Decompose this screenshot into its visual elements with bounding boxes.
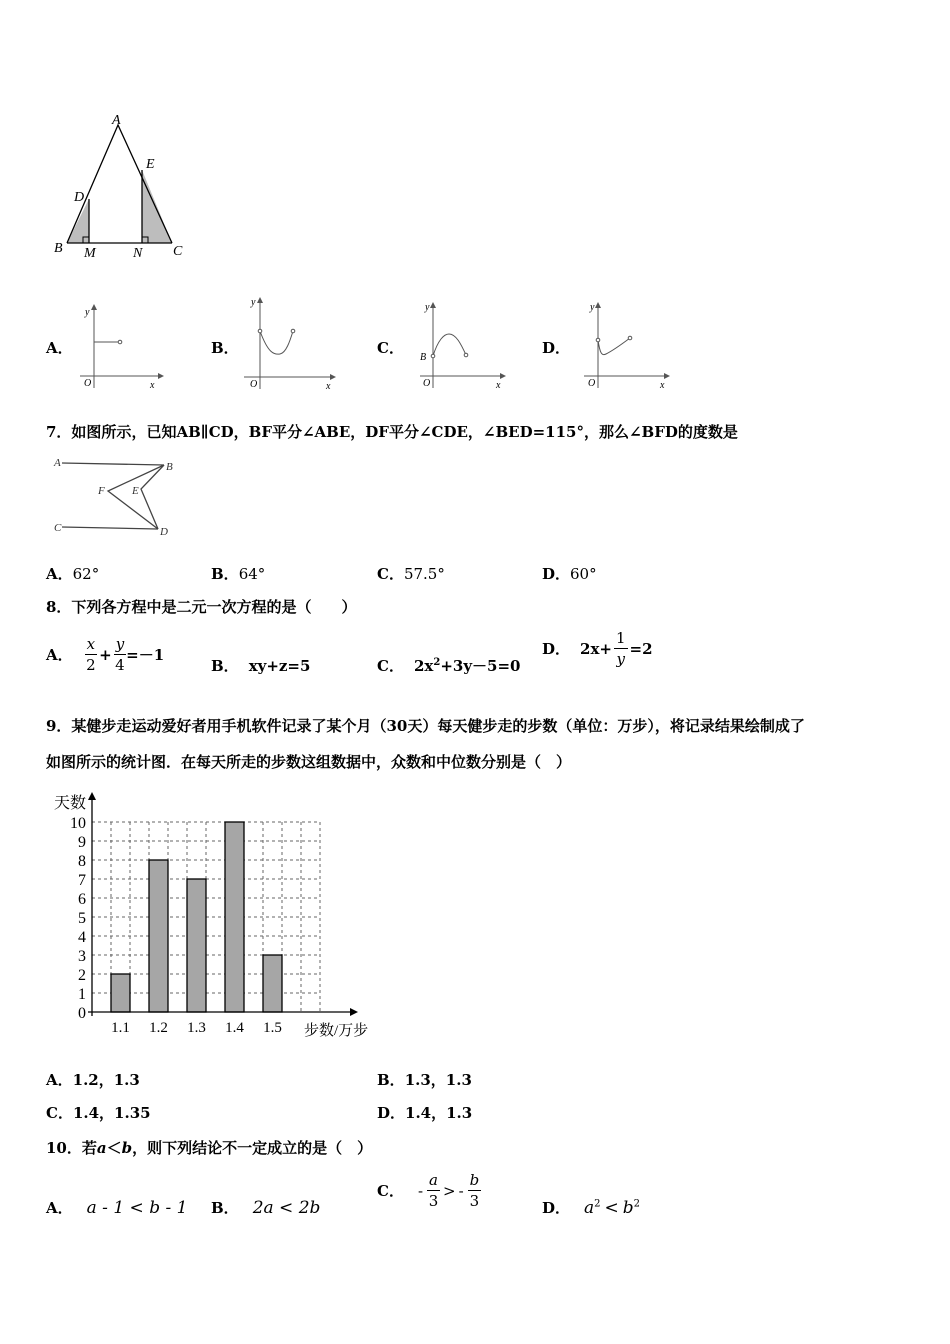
q8-option-d: D． 2x+ $\frac{1}{y}$ =2 [542,629,653,668]
q8-option-c: C． $2x^2+3y-5=0$ [377,657,521,675]
label-m: M [84,246,96,261]
q9-option-b: B．1.3，1.3 [377,1071,472,1089]
q10-option-b: B． 2a < 2b [211,1198,321,1218]
q8-option-b: B． xy+z=5 [211,657,311,675]
q6-d-x-label: x [660,380,665,391]
q6-b-origin-label: O [250,379,258,390]
q6-d-y-label: y [590,302,595,313]
bar-1.5 [263,955,282,1012]
q7-label-f: F [98,485,105,497]
q9-option-a: A．1.2，1.3 [46,1071,140,1089]
q6-c-origin-label: O [423,378,431,389]
q9-bar-chart [46,790,386,1045]
q7-option-b: B．64° [211,565,266,583]
x-tick-label: 1.3 [187,1020,206,1036]
q6-c-x-label: x [496,380,501,391]
q6-a-y-label: y [85,307,90,318]
q10-option-c: C． - $\frac{a}{3}$ > - $\frac{b}{3}$ [377,1171,480,1210]
q7-stem: 7．如图所示，已知AB∥CD，BF平分∠ABE，DF平分∠CDE，∠BED=115°，那么∠BFD的度数是 [46,423,738,441]
q7-label-c: C [54,522,62,534]
label-a: A [112,113,121,128]
y-tick-label: 5 [78,910,86,927]
y-tick-label: 7 [78,872,86,889]
y-axis-title: 天数 [54,795,87,812]
x-axis-arrow [350,1008,358,1016]
y-tick-label: 8 [78,853,86,870]
x-tick-label: 1.5 [263,1020,282,1036]
x-tick-label: 1.4 [225,1020,244,1036]
q9-option-d: D．1.4，1.3 [377,1104,473,1122]
q6-c-y-label: y [425,302,430,313]
triangle-figure [50,110,200,265]
q6-b-x-label: x [326,381,331,392]
x-axis-title: 步数/万步 [304,1023,369,1039]
q10-stem: 10．若a＜b，则下列结论不一定成立的是（ ） [46,1139,373,1157]
x-tick-label: 1.2 [149,1020,168,1036]
y-tick-label: 1 [78,986,86,1003]
y-tick-label: 6 [78,891,86,908]
q7-option-a: A．62° [46,565,100,583]
q6-d-origin-label: O [588,378,596,389]
q6-graph-c [416,298,511,392]
q6-graph-b [240,291,340,393]
q9-option-c: C．1.4，1.35 [46,1104,151,1122]
q6-option-d-letter: D． [542,339,571,357]
y-tick-label: 0 [78,1005,86,1022]
label-b: B [54,241,63,256]
q7-label-d: D [160,526,168,538]
y-tick-label: 3 [78,948,86,965]
bar-1.2 [149,860,168,1012]
q6-graph-a [76,300,166,392]
y-axis-arrow [88,792,96,800]
q7-label-b: B [166,461,173,473]
x-tick-label: 1.1 [111,1020,130,1036]
q7-figure [48,450,188,545]
q8-stem: 8．下列各方程中是二元一次方程的是（ ） [46,598,357,616]
q6-option-c-letter: C． [377,339,404,357]
q9-stem-line1: 9．某健步走运动爱好者用手机软件记录了某个月（30天）每天健步走的步数（单位：万步），将记录结果绘制成了 [46,717,805,735]
q6-option-a-letter: A． [46,339,73,357]
y-tick-label: 9 [78,834,86,851]
q7-label-e: E [132,485,139,497]
q6-graph-d [580,298,675,392]
q6-option-b-letter: B． [211,339,239,357]
q6-c-point-label: B [420,352,427,363]
bar-1.4 [225,822,244,1012]
q10-option-d: D． $a^2 < b^2$ [542,1198,641,1218]
bar-1.1 [111,974,130,1012]
q6-a-origin-label: O [84,378,92,389]
q6-b-y-label: y [251,297,256,308]
bar-1.3 [187,879,206,1012]
y-tick-label: 2 [78,967,86,984]
label-d: D [74,190,85,205]
q6-a-x-label: x [150,380,155,391]
q7-label-a: A [54,457,61,469]
label-c: C [173,244,183,259]
y-tick-label: 10 [70,815,86,832]
label-n: N [133,246,143,261]
q7-option-d: D．60° [542,565,597,583]
q7-option-c: C．57.5° [377,565,445,583]
y-tick-label: 4 [78,929,86,946]
q9-stem-line2: 如图所示的统计图．在每天所走的步数这组数据中，众数和中位数分别是（ ） [46,753,572,771]
label-e: E [146,157,155,172]
q8-option-a: A． $\frac{x}{2}$ + $\frac{y}{4}$ =－1 [46,635,165,674]
q10-option-a: A． a - 1 < b - 1 [46,1198,188,1218]
